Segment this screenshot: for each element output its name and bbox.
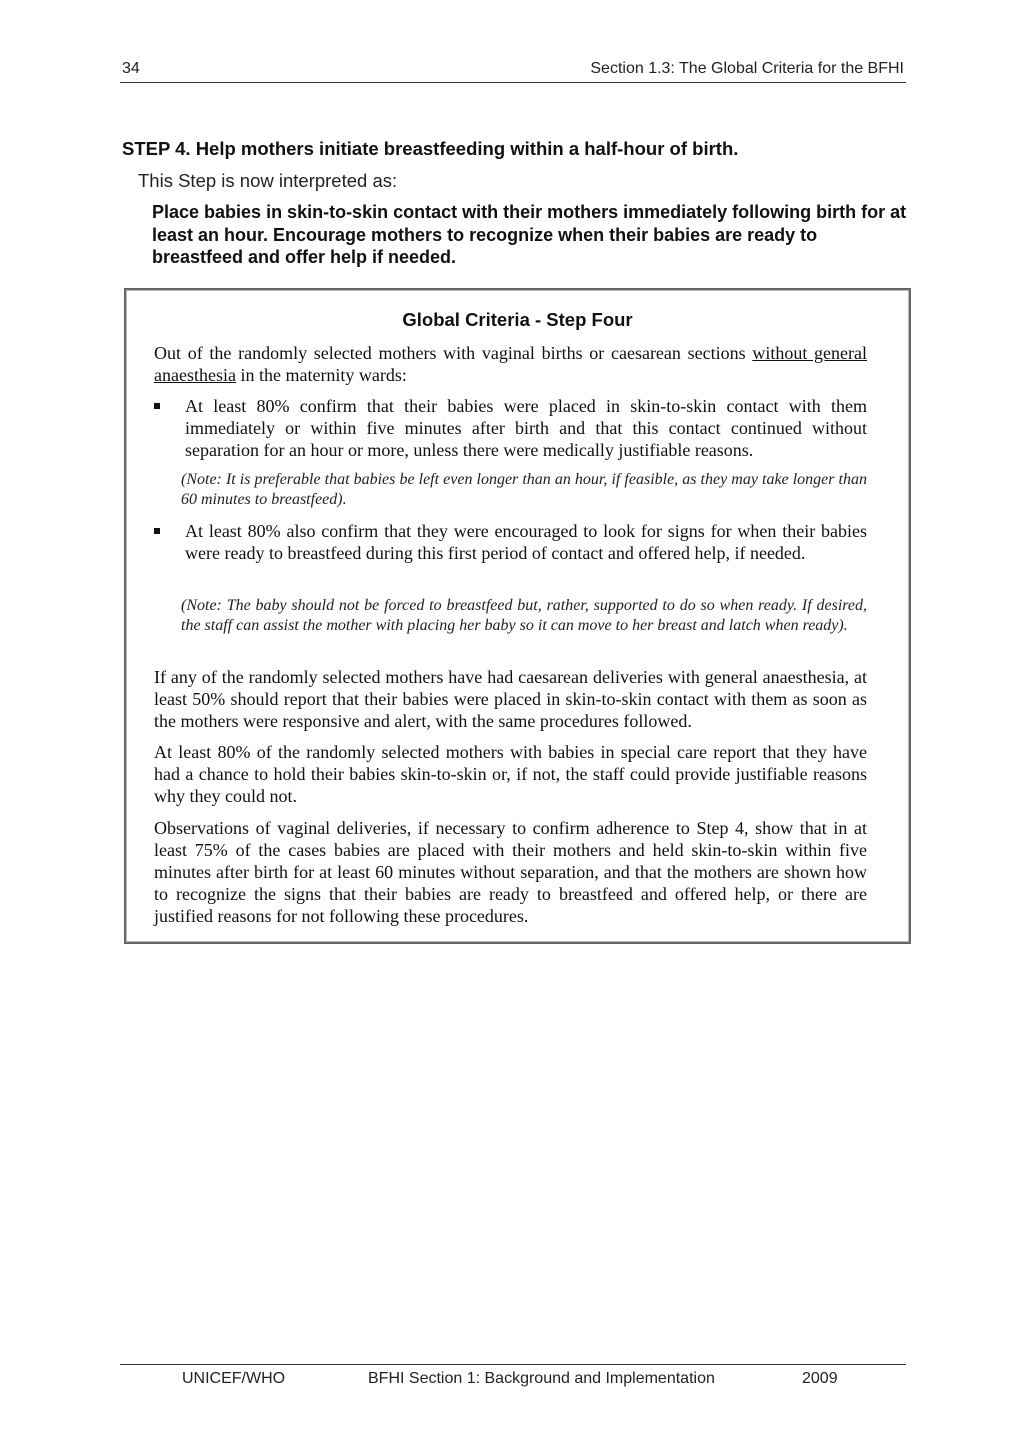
- criteria-title: Global Criteria - Step Four: [402, 309, 633, 330]
- bullet-note: (Note: It is preferable that babies be left even longer than an hour, if feasible, as they may take longer than 60 minutes to breastfeed).: [181, 471, 867, 508]
- footer-document: BFHI Section 1: Background and Implementation: [368, 1370, 715, 1387]
- bullet-note: (Note: The baby should not be forced to breastfeed but, rather, supported to do so when ready. If desired, the staff can assist the mother with placing her baby so it can move to her breast and latch when ready).: [181, 597, 867, 634]
- bullet-text: At least 80% also confirm that they were encouraged to look for signs for when their babies were ready to breastfeed during this first period of contact and offered help, if needed.: [185, 521, 867, 563]
- criteria-paragraph: If any of the randomly selected mothers have had caesarean deliveries with general anaesthesia, at least 50% should report that their babies were placed in skin-to-skin contact with them as soon as the mothers were responsive and alert, with the same procedures followed.: [154, 667, 867, 731]
- intro-prefix: Out of the randomly selected mothers with vaginal births or caesarean sections: [154, 343, 753, 363]
- page-number: 34: [122, 60, 140, 77]
- bullet-text: At least 80% confirm that their babies were placed in skin-to-skin contact with them immediately or within five minutes after birth and that this contact continued without separation for an hour or more, unless there were medically justifiable reasons.: [185, 396, 867, 460]
- footer-year: 2009: [802, 1370, 838, 1387]
- intro-underlined: without general anaesthesia: [154, 343, 868, 385]
- criteria-paragraph: Observations of vaginal deliveries, if necessary to confirm adherence to Step 4, show that in at least 75% of the cases babies are placed with their mothers and held skin-to-skin within five minutes after birth for at least 60 minutes without separation, and that the mothers are shown how to recognize the signs that their babies are ready to breastfeed and offered help, or there are justified reasons for not following these procedures.: [154, 818, 867, 926]
- step-heading: STEP 4. Help mothers initiate breastfeeding within a half-hour of birth.: [122, 138, 739, 159]
- bullet-square-icon: [154, 403, 160, 409]
- criteria-intro: [154, 342, 867, 386]
- intro-suffix: in the maternity wards:: [235, 365, 407, 385]
- bullet-square-icon: [154, 528, 160, 534]
- section-title: Section 1.3: The Global Criteria for the BFHI: [590, 60, 904, 77]
- page-header: [120, 60, 906, 83]
- interpretation-label: This Step is now interpreted as:: [138, 170, 398, 191]
- criteria-paragraph: At least 80% of the randomly selected mothers with babies in special care report that they have had a chance to hold their babies skin-to-skin or, if not, the staff could provide justifiable reasons why they could not.: [154, 742, 867, 806]
- interpretation-text: Place babies in skin-to-skin contact with their mothers immediately following birth for at least an hour. Encourage mothers to recognize when their babies are ready to breastfeed and offer help if needed.: [152, 202, 907, 267]
- global-criteria-box: [124, 288, 911, 944]
- page-footer: [120, 1364, 906, 1395]
- footer-publisher: UNICEF/WHO: [182, 1370, 286, 1387]
